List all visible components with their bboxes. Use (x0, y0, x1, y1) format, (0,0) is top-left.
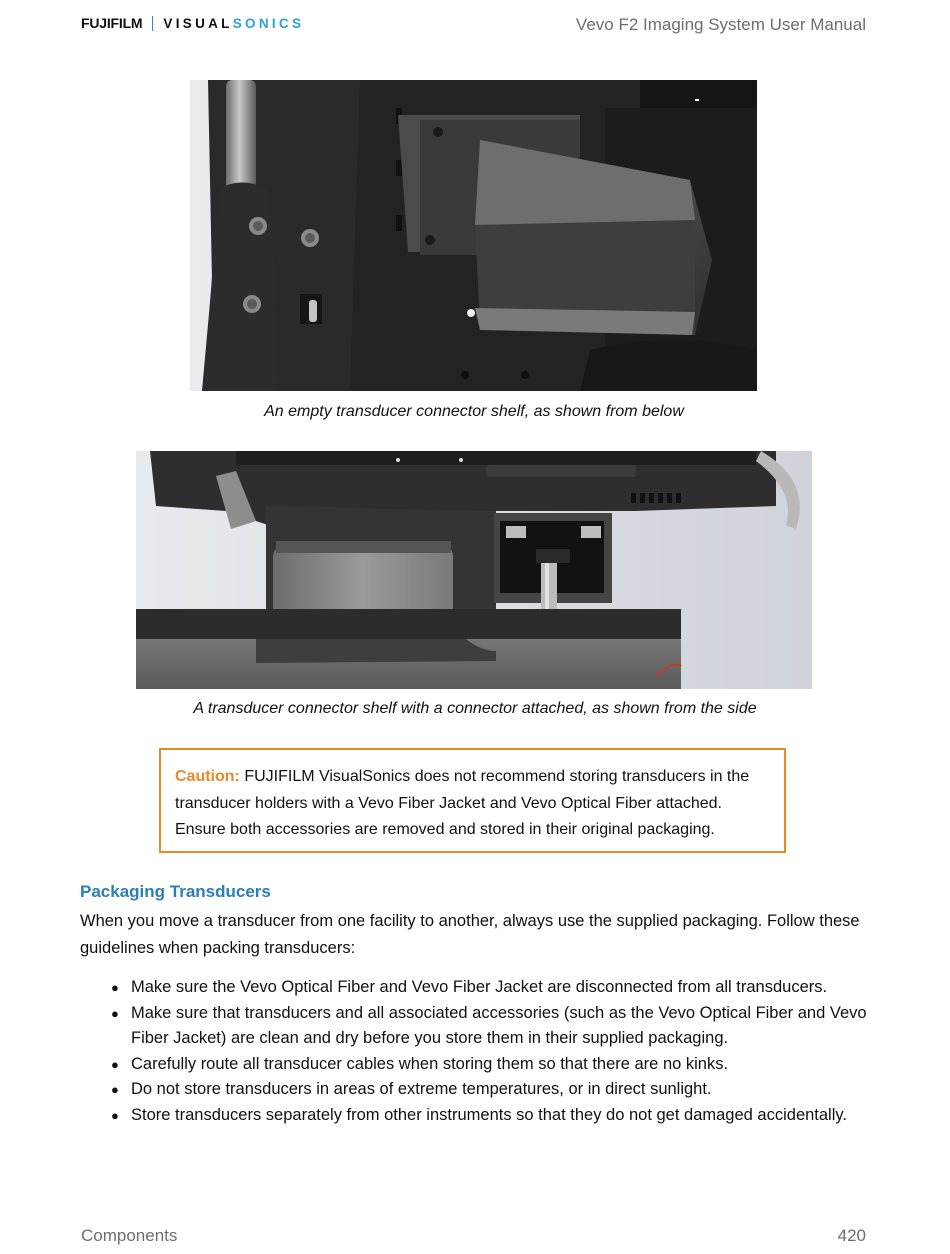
list-item-text: Do not store transducers in areas of extreme temperatures, or in direct sunlight. (131, 1080, 712, 1099)
list-item-text: Store transducers separately from other instruments so that they do not get damaged accidentally. (131, 1105, 847, 1124)
connector-shelf-below-image (190, 80, 757, 391)
logo-fujifilm-text: FUJIFILM (81, 15, 143, 31)
bullet-icon: ● (111, 1082, 119, 1098)
list-item (108, 1001, 868, 1052)
list-item-text: Carefully route all transducer cables when storing them so that there are no kinks. (131, 1054, 729, 1073)
section-intro-paragraph: When you move a transducer from one facility to another, always use the supplied packaging. Follow these guidelines when packing transducers: (80, 912, 860, 957)
caution-text: FUJIFILM VisualSonics does not recommend storing transducers in the transducer holders with a Vevo Fiber Jacket and Vevo Optical Fiber attached. Ensure both accessories are removed and stored in their original packaging. (175, 768, 750, 838)
bullet-icon: ● (111, 1005, 119, 1021)
logo-sonics-text: SONICS (232, 15, 305, 31)
connector-shelf-side-image (136, 451, 812, 689)
guidelines-list (108, 975, 868, 1129)
list-item (108, 975, 868, 1001)
page-number: 420 (837, 1226, 866, 1245)
list-item (108, 1077, 868, 1103)
section-heading: Packaging Transducers (80, 882, 271, 901)
footer-section-name: Components (81, 1226, 178, 1245)
list-item-text: Make sure the Vevo Optical Fiber and Vevo Fiber Jacket are disconnected from all transducers. (131, 978, 828, 996)
bullet-icon: ● (111, 980, 119, 995)
list-item (108, 1052, 868, 1078)
bullet-icon: ● (111, 1056, 119, 1072)
page-header (0, 0, 950, 50)
bullet-icon: ● (111, 1107, 119, 1123)
figure-caption: An empty transducer connector shelf, as shown from below (264, 403, 684, 420)
caution-label: Caution: (175, 768, 240, 785)
figure-empty-connector-shelf (190, 80, 757, 391)
figure-caption: A transducer connector shelf with a connector attached, as shown from the side (193, 700, 757, 717)
document-title: Vevo F2 Imaging System User Manual (575, 15, 866, 34)
logo-visual-text: VISUAL (163, 15, 233, 31)
figure-connector-attached (136, 451, 812, 689)
list-item-text: Make sure that transducers and all associated accessories (such as the Vevo Optical Fiber and Vevo Fiber Jacket) are clean and dry before you store them in their supplied packaging. (131, 1003, 867, 1048)
fujifilm-visualsonics-logo (81, 14, 304, 32)
logo-divider (152, 16, 153, 31)
caution-box (159, 748, 786, 853)
list-item (108, 1103, 868, 1129)
